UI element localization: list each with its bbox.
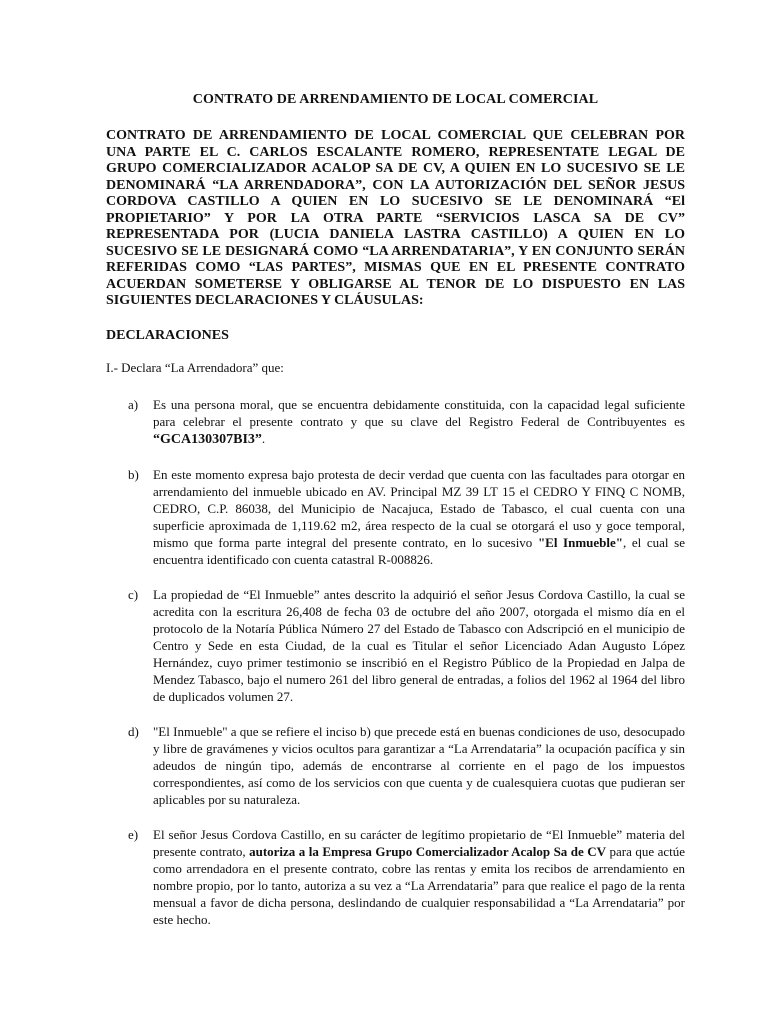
item-text-part: La propiedad de “El Inmueble” antes descrito la adquirió el señor Jesus Cordova Castillo, la cual se acredita con la escritura 26,408 de fecha 03 de octubre del año 2007, otorgada el mismo día en el protocolo de la Notaría Pública Número 27 del Estado de Tabasco con Adscripció en el municipio de Centro y Sede en esta Ciudad, de la cual es Titular el señor Licenciado Adan Augusto López Hernández, cuyo primer testimonio se inscribió en el Registro Público de la Propiedad en Jalpa de Mendez Tabasco, bajo el numero 261 del libro general de entradas, a folios del 1962 al 1964 del libro de duplicados volumen 27.: [153, 586, 685, 704]
item-letter: b): [128, 466, 139, 482]
item-letter: d): [128, 723, 139, 739]
item-text-part: , el cual se encuentra identificado con cuenta catastral R-008826.: [153, 534, 685, 567]
item-text: [153, 586, 685, 705]
declaration-item-c: [106, 586, 685, 705]
item-text-part: Es una persona moral, que se encuentra debidamente constituida, con la capacidad legal suficiente para celebrar el presente contrato y que su clave del Registro Federal de Contribuyentes es: [153, 396, 685, 429]
declaration-item-d: [106, 723, 685, 808]
item-text-part: El señor Jesus Cordova Castillo, en su carácter de legítimo propietario de “El Inmueble” materia del presente contrato,: [153, 826, 685, 859]
item-text-part: En este momento expresa bajo protesta de decir verdad que cuenta con las facultades para otorgar en arrendamiento del inmueble ubicado en AV. Principal MZ 39 LT 15 el CEDRO Y FINQ C NOMB, CEDRO, C.P. 86038, del Municipio de Nacajuca, Estado de Tabasco, el cual cuenta con una superficie aproximada de 1,119.62 m2, área respecto de la cual se otorgará el uso y goce temporal, mismo que forma parte integral del presente contrato, en lo sucesivo: [153, 466, 685, 550]
section-heading-declaraciones: DECLARACIONES: [106, 327, 229, 343]
item-letter: e): [128, 826, 139, 842]
item-text: [153, 396, 685, 448]
declaration-item-e: [106, 826, 685, 928]
declaration-intro-line: I.- Declara “La Arrendadora” que:: [106, 359, 284, 375]
item-text-part: "El Inmueble" a que se refiere el inciso b) que precede está en buenas condiciones de uso, desocupado y libre de gravámenes y vicios ocultos para garantizar a “La Arrendataria” la ocupación pacífica y sin adeudos de ningún tipo, además de encontrarse al corriente en el pago de los impuestos correspondientes, así como de los servicios con que cuenta y de cualesquiera cuotas que pudieran ser aplicables por su naturaleza.: [153, 723, 685, 807]
item-text: [153, 826, 685, 928]
item-letter: c): [128, 586, 139, 602]
item-text: [153, 466, 685, 568]
authorization-text: autoriza a la Empresa Grupo Comercializador Acalop Sa de CV: [249, 843, 607, 859]
declaration-item-b: [106, 466, 685, 568]
defined-term: "El Inmueble": [537, 534, 624, 550]
declaration-list: [106, 396, 685, 928]
contract-intro-paragraph: CONTRATO DE ARRENDAMIENTO DE LOCAL COMERCIAL QUE CELEBRAN POR UNA PARTE EL C. CARLOS ESCALANTE ROMERO, REPRESENTATE LEGAL DE GRUPO COMERCIALIZADOR ACALOP SA DE CV, A QUIEN EN LO SUCESIVO SE LE DENOMINARÁ “LA ARRENDADORA”, CON LA AUTORIZACIÓN DEL SEÑOR JESUS CORDOVA CASTILLO A QUIEN EN LO SUCESIVO SE LE DENOMINARÁ “El PROPIETARIO” Y POR LA OTRA PARTE “SERVICIOS LASCA SA DE CV” REPRESENTADA POR (LUCIA DANIELA LASTRA CASTILLO) A QUIEN EN LO SUCESIVO SE LE DESIGNARÁ COMO “LA ARRENDATARIA”, Y EN CONJUNTO SERÁN REFERIDAS COMO “LAS PARTES”, MISMAS QUE EN EL PRESENTE CONTRATO ACUERDAN SOMETERSE Y OBLIGARSE AL TENOR DE LO DISPUESTO EN LAS SIGUIENTES DECLARACIONES Y CLÁUSULAS:: [106, 128, 685, 308]
rfc-code: “GCA130307BI3”: [153, 431, 262, 447]
declaration-item-a: [106, 396, 685, 448]
item-text-part: para que actúe como arrendadora en el presente contrato, cobre las rentas y emita los recibos de arrendamiento en nombre propio, por lo tanto, autoriza a su vez a “La Arrendataria” para que realice el pago de la renta mensual a favor de dicha persona, deslindando de cualquier responsabilidad a “La Arrendataria” por este hecho.: [153, 843, 685, 927]
item-text: [153, 723, 685, 808]
item-letter: a): [128, 396, 139, 412]
document-title: CONTRATO DE ARRENDAMIENTO DE LOCAL COMERCIAL: [192, 92, 599, 107]
item-text-part: .: [261, 430, 266, 446]
